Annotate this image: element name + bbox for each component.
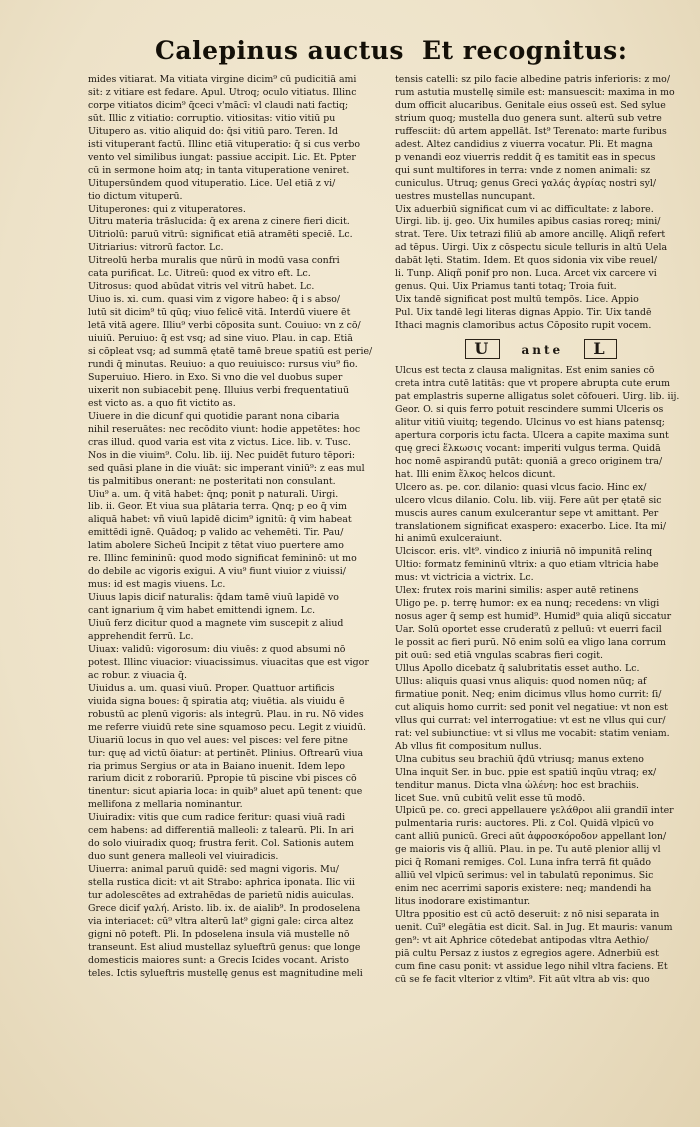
text-line: cuniculus. Utruq; genus Greci γαλάς ἀγρίας nostri syl/ <box>395 177 657 189</box>
text-line: sit: z vitiare est fedare. Apul. Utroq; oculo vitiatus. Illinc <box>88 86 357 98</box>
text-line: Ulna cubitus seu brachiū q̄dū vtriusq; manus exteno <box>395 753 644 765</box>
text-line: piā cultu Persaz z iustos z egregios agere. Adnerbiū est <box>395 947 659 959</box>
text-line: domesticis maiores sunt: a Grecis Icides vocant. Aristo <box>88 954 349 966</box>
text-line: si cōpleat vsq; ad summā ętatē tamē breue spatiū est perie/ <box>88 346 373 358</box>
section-initial-right: L <box>584 339 616 359</box>
text-line: Uiuo is. xi. cum. quasi vim z vigore habeo: q̄ i s abso/ <box>88 294 341 306</box>
text-line: aliquā habet: vñ viuū lapidē dicim⁹ ignitū: q̄ vim habeat <box>88 514 352 526</box>
text-line: robustū ac plenū vigoris: als integrū. Plau. in ru. Nō vides <box>88 708 364 720</box>
text-line: dum officit alucaribus. Genitale eius osseū est. Sed sylue <box>395 99 666 111</box>
text-line: Uitreolū herba muralis que nūrū in modū vasa confri <box>88 255 340 267</box>
header-title-left: Calepinus auctus <box>155 36 405 65</box>
text-line: alliū vel vlpicū serimus: vel in tabulatū reponimus. Sic <box>395 870 654 882</box>
text-line: li. Tunp. Aliqñ ponif pro non. Luca. Arcet vix carcere vi <box>395 268 657 280</box>
text-line: ulcero vlcus dilanio. Colu. lib. viij. Fere aūt per ętatē sic <box>395 494 662 506</box>
text-line: strat. Tere. Uix tetrazi filiū ab amore ancillę. Aliqñ refert <box>395 229 666 241</box>
text-line: Ullus: aliquis quasi vnus aliquis: quod nomen nūq; af <box>395 675 647 687</box>
text-line: viuida signa boues: q̄ spiratia atq; viuētia. als viuidu ē <box>88 695 345 707</box>
text-line: cant alliū punicū. Greci aūt ἀφροσκόροδον appellant lon/ <box>395 831 667 843</box>
text-line: potest. Illinc viuacior: viuacissimus. viuacitas que est vigor <box>88 656 369 668</box>
text-line: re. Illinc femininū: quod modo significat femininō: ut mo <box>88 553 357 565</box>
text-line: adest. Altez candidius z viuerra vocatur. Pli. Et magna <box>395 138 653 150</box>
header-title-right: Et recognitus: <box>422 36 628 65</box>
text-line: Uiuerra: animal paruū quidē: sed magni vigoris. Mu/ <box>88 864 339 876</box>
text-line: Uligo pe. p. terrę humor: ex ea nunq; recedens: vn vligi <box>395 598 660 610</box>
text-line: Uix aduerbiū significat cum vi ac difficultate: z labore. <box>395 203 654 215</box>
text-line: gen⁹: vt ait Aphrice cōtedebat antipodas vltra Aethio/ <box>395 935 649 946</box>
text-line: mus: vt victricia a victrix. Lc. <box>395 572 534 584</box>
text-line: duo sunt genera malleoli vel viuiradicis. <box>88 851 279 863</box>
text-line: quę greci ἕλκωσις vocant: imperiti vulgus terma. Quidā <box>395 442 661 454</box>
text-line: tio dictum vituperū. <box>88 190 183 202</box>
text-line: cū in sermone hoim atq; in tanta vituperatione veniret. <box>88 164 350 176</box>
text-line: emittēdi ignē. Quādoq; p valido ac vehemēti. Tir. Pau/ <box>88 527 344 539</box>
text-line: Superuiuo. Hiero. in Exo. Si vno die vel duobus super <box>88 371 343 383</box>
text-line: mides vitiarat. Ma vitiata virgine dicim⁹ cū pudicitiā ami <box>88 74 357 85</box>
text-line: teles. Ictis sylueftris mustellę genus est magnitudine meli <box>88 967 363 979</box>
text-line: Uar. Solū oportet esse cruderatū z pelluū: vt euerri facil <box>395 624 662 636</box>
text-line: Uitrosus: quod abūdat vitris vel vitrū habet. Lc. <box>88 281 315 293</box>
text-line: cem habens: ad differentiā malleoli: z talearū. Pli. In ari <box>88 825 354 837</box>
text-line: Ullus Apollo dicebatz q̄ salubritatis esset autho. Lc. <box>395 662 640 674</box>
text-line: via interiacet: cū⁹ vltra alterū lat⁹ gigni gale: circa altez <box>88 915 354 927</box>
text-line: hat. Illi enim ἕλκος helcos dicunt. <box>395 468 556 480</box>
text-line: nihil reseruātes: nec recōdito viunt: hodie appetētes: hoc <box>88 423 361 435</box>
text-line: strium quoq; mustella duo genera sunt. alterū sub vetre <box>395 112 662 124</box>
text-line: Uiuariū locus in quo vel aues: vel pisces: vel fere pitne <box>88 734 348 746</box>
text-line: Uiuere in die dicunf qui quotidie parant nona cibaria <box>88 410 340 422</box>
text-line: cata purificat. Lc. Uitreū: quod ex vitro eft. Lc. <box>88 268 311 280</box>
text-line: Nos in die viuim⁹. Colu. lib. iij. Nec puidēt futuro tēpori: <box>88 449 356 461</box>
text-line: Geor. O. si quis ferro potuit rescindere summi Ulceris os <box>395 403 664 415</box>
text-line: dabāt lęti. Statim. Idem. Et quos sidonia vix vibe reuel/ <box>395 255 657 267</box>
text-line: uixerit non subiacebit penę. Illuius verbi frequentatiuū <box>88 384 350 396</box>
text-line: Ulpicū pe. co. greci appellauere γελάθροι alii grandiī inter <box>395 805 674 817</box>
text-line: pat emplastris superne alligatus solet cōfoueri. Uirg. lib. iij. <box>395 390 680 402</box>
text-line: Grece dicif γαλή. Aristo. lib. ix. de aialib⁹. In prodoselena <box>88 903 361 914</box>
text-line: stella rustica dicit: vt ait Strabo: aphrica iponata. Ilic vii <box>88 877 355 889</box>
text-line: isti vituperant factū. Illinc etiā vituperatio: q̄ si cus verbo <box>88 138 361 150</box>
text-line: rat: vel subiunctiue: vt si vllus me vocabit: statim veniam. <box>395 727 670 739</box>
text-line: pit ouū: sed etiā vngulas scabras fieri cogit. <box>395 650 603 662</box>
text-line: cut aliquis homo currit: sed ponit vel negatiue: vt non est <box>395 701 668 713</box>
text-line: Ulcero as. pe. cor. dilanio: quasi vlcus facio. Hinc ex/ <box>395 481 647 493</box>
text-line: Ulcus est tecta z clausa malignitas. Est enim sanies cō <box>395 365 655 377</box>
text-line: lib. ii. Geor. Et viua sua plātaria terra. Q̄nq; p eo q̄ vim <box>88 501 347 513</box>
text-line: uenit. Cuī⁹ elegātia est dicit. Sal. in Jug. Et mauris: vanum <box>395 922 673 934</box>
text-line: Uituperones: qui z vituperatores. <box>88 203 246 215</box>
text-line: Ab vllus fit compositum nullus. <box>395 740 542 752</box>
text-line: muscis aures canum exulcerantur sepe vt amittant. Per <box>395 507 659 519</box>
text-line: Ultra ppositio est cū actō deseruit: z nō nisi separata in <box>395 909 660 921</box>
text-line: Uiuiradix: vitis que cum radice feritur: quasi viuā radi <box>88 812 346 824</box>
text-line: tis palmitibus onerant: ne posteritati non consulant. <box>88 475 336 487</box>
text-line: letā vitā agere. Illiu⁹ verbi cōposita sunt. Couiuo: vn z cō/ <box>88 320 361 332</box>
text-line: do debile ac vigoris exigui. A viu⁹ fiunt viuior z viuissi/ <box>88 566 346 578</box>
text-line: latim abolere Sicheū Incipit z tētat viuo puertere amo <box>88 540 344 552</box>
text-line: transeunt. Est aliud mustellaz sylueftrū genus: que longe <box>88 941 361 953</box>
text-line: ad tēpus. Uirgi. Uix z cōspectu sicule telluris in altū Uela <box>395 242 668 254</box>
text-line: Ulciscor. eris. vlt⁹. vindico z iniuriā nō impunitā relinq <box>395 546 653 558</box>
text-line: Uiuū ferz dicitur quod a magnete vim suscepit z aliud <box>88 618 344 630</box>
text-line: le possit ac fieri purū. Nō enim solū ea vligo lana corrum <box>395 637 666 649</box>
text-line: alitur vitiū viuitq; tegendo. Ulcinus vo est hians patensq; <box>395 416 665 428</box>
text-line: cum fine casu ponit: vt assidue lego nihil vltra faciens. Et <box>395 960 668 972</box>
text-line: Ulex: frutex rois marini similis: asper autē retinens <box>395 585 639 597</box>
text-line: translationem significat exaspero: exacerbo. Lice. Ita mi/ <box>395 520 667 532</box>
section-heading <box>395 339 687 359</box>
text-line: apprehendit ferrū. Lc. <box>88 630 194 642</box>
text-line: est victo as. a quo fit victito as. <box>88 397 236 409</box>
text-line: lutū sit dicim⁹ tū qūq; viuo felicē vitā. Interdū viuere ēt <box>88 307 351 319</box>
text-line: cras illud. quod varia est vita z victus. Lice. lib. v. Tusc. <box>88 436 351 448</box>
text-line: uestres mustellas nuncupant. <box>395 190 536 202</box>
text-line: p venandi eoz viuerris reddit q̄ es tamitit eas in specus <box>395 151 656 163</box>
text-line: apertura corporis ictu facta. Ulcera a capite maxima sunt <box>395 429 669 441</box>
text-line: tur: quę ad victū ōiatur: at pertinēt. Plinius. Oftrearū viua <box>88 747 364 759</box>
text-line: Ultio: formatz femininū vltrix: a quo etiam vltricia habe <box>395 559 659 571</box>
text-line: rum astutia mustellę simile est: mansuescit: maxima in mo <box>395 86 675 98</box>
text-line: Uitriarius: vitrorū factor. Lc. <box>88 242 224 254</box>
running-header <box>0 30 700 76</box>
text-line: Pul. Uix tandē legi literas dignas Appio. Tir. Uix tandē <box>395 307 652 319</box>
text-line: ac robur. z viuacia q̄. <box>88 669 188 681</box>
text-line: tinentur: sicut apiaria loca: in quib⁹ aluet apū tenent: que <box>88 786 363 798</box>
text-line: gigni nō poteft. Pli. In pdoselena insula viā mustelle nō <box>88 928 350 940</box>
right-column-bottom-block <box>395 365 687 987</box>
text-line: Ulna inquit Ser. in buc. ppie est spatiū inqūu vtraq; ex/ <box>395 766 657 778</box>
text-line: qui sunt multifores in terra: vnde z nomen animali: sz <box>395 164 651 176</box>
text-line: me referre viuidū rete sine squamoso pecu. Legit z viuidū. <box>88 721 367 733</box>
text-line: corpe vitiatos dicim⁹ q̄ceci v'mācī: vl claudi nati factiq; <box>88 99 349 111</box>
text-line: Uitriolū: paruū vitrū: significat etiā atramēti speciē. Lc. <box>88 229 353 241</box>
text-line: tenditur manus. Dicta vlna ὠλένη: hoc est brachiis. <box>395 779 640 791</box>
text-line: Uitupersūndem quod vituperatio. Lice. Uel etiā z vi/ <box>88 177 336 189</box>
text-line: hi animū exulceraiunt. <box>395 533 503 545</box>
text-line: Uiuax: validū: vigorosum: diu viuēs: z quod absumi nō <box>88 643 346 655</box>
text-line: firmatiue ponit. Neq; enim dicimus vllus homo currit: ſi/ <box>395 688 662 700</box>
text-line: ruffesciit: dū artem appellāt. Ist⁹ Terenato: marte furibus <box>395 125 667 137</box>
text-line: creta intra cutē latitās: que vt propere abrupta cute erum <box>395 378 671 390</box>
left-text-column <box>88 74 380 1104</box>
text-line: tur adolescētes ad extrahēdas de parietū nidis auiculas. <box>88 890 355 902</box>
text-line: uiuiū. Peruiuo: q̄ est vsq; ad sine viuo. Plau. in cap. Etiā <box>88 333 353 345</box>
right-column-top-block <box>395 74 687 333</box>
right-text-column <box>395 74 687 1104</box>
text-line: vllus qui currat: vel interrogatiue: vt est ne vllus qui cur/ <box>395 714 666 726</box>
section-initial-left: U <box>465 339 500 359</box>
section-heading-middle: ante <box>521 343 564 358</box>
text-line: rarium dicit z roborariū. Ppropie tū piscine vbi pisces cō <box>88 773 357 785</box>
text-line: tensis catelli: sz pilo facie albedine patris inferioris: z mo/ <box>395 74 670 85</box>
text-line: mus: id est magis viuens. Lc. <box>88 579 226 591</box>
text-line: sūt. Illic z vitiatio: corruptio. vitiositas: vitio vitiū pu <box>88 112 336 124</box>
text-line: pulmentaria ruris: auctores. Pli. z Col. Quidā vlpicū vo <box>395 818 654 830</box>
text-line: Uix tandē significat post multū tempōs. Lice. Appio <box>395 294 639 306</box>
text-line: cant ignarium q̄ vim habet emittendi ignem. Lc. <box>88 605 316 617</box>
text-line: licet Sue. vnū cubitū velit esse tū modō. <box>395 792 586 804</box>
text-line: Uiuus lapis dicif naturalis: q̄dam tamē viuū lapidē vo <box>88 592 339 604</box>
text-line: sed quāsi plane in die viuāt: sic imperant viniū⁹: z eas mul <box>88 462 365 474</box>
text-line: Uiu⁹ a. um. q̄ vitā habet: q̄nq; ponit p naturali. Uirgi. <box>88 488 339 500</box>
text-line: nosus ager q̄ semp est humid⁹. Humid⁹ quia aliqū siccatur <box>395 611 672 623</box>
text-line: ria primus Sergius or ata in Baiano inuenit. Idem lepo <box>88 760 346 772</box>
text-line: vento vel similibus iungat: passiue accipit. Lic. Et. Ppter <box>88 151 356 163</box>
text-line: ge maioris vis q̄ alliū. Plau. in pe. Tu autē plenior allij vl <box>395 844 661 856</box>
text-line: mellifona z mellaria nominantur. <box>88 799 243 811</box>
text-line: litus inodorare existimantur. <box>395 896 531 908</box>
text-line: genus. Qui. Uix Priamus tanti totaq; Troia fuit. <box>395 281 617 293</box>
text-line: Ithaci magnis clamoribus actus Cōposito rupit vocem. <box>395 320 652 332</box>
text-line: hoc nomē aspirandū putāt: quoniā a greco originem tra/ <box>395 455 663 467</box>
text-line: Uirgi. lib. ij. geo. Uix humiles apibus casias roreq; mini/ <box>395 216 661 228</box>
text-line: rundi q̄ minutas. Reuiuo: a quo reuiuisco: rursus viu⁹ fio. <box>88 358 358 370</box>
text-line: do solo viuiradix quoq; frustra ferit. Col. Sationis autem <box>88 838 354 850</box>
text-line: Uitupero as. vitio aliquid do: q̄si vitiū paro. Teren. Id <box>88 125 338 137</box>
text-line: cū se fe facit vlterior z vltim⁹. Fit aūt vltra ab vis: quo <box>395 973 650 985</box>
text-line: pici q̄ Romani remiges. Col. Luna infra terrā fit quādo <box>395 857 651 869</box>
text-line: Uitru materia trāslucida: q̄ ex arena z cinere fieri dicit. <box>88 216 350 228</box>
text-line: Uiuidus a. um. quasi viuū. Proper. Quattuor artificis <box>88 682 335 694</box>
text-line: enim nec acerrimi saporis existere: neq; mandendi ha <box>395 883 652 895</box>
